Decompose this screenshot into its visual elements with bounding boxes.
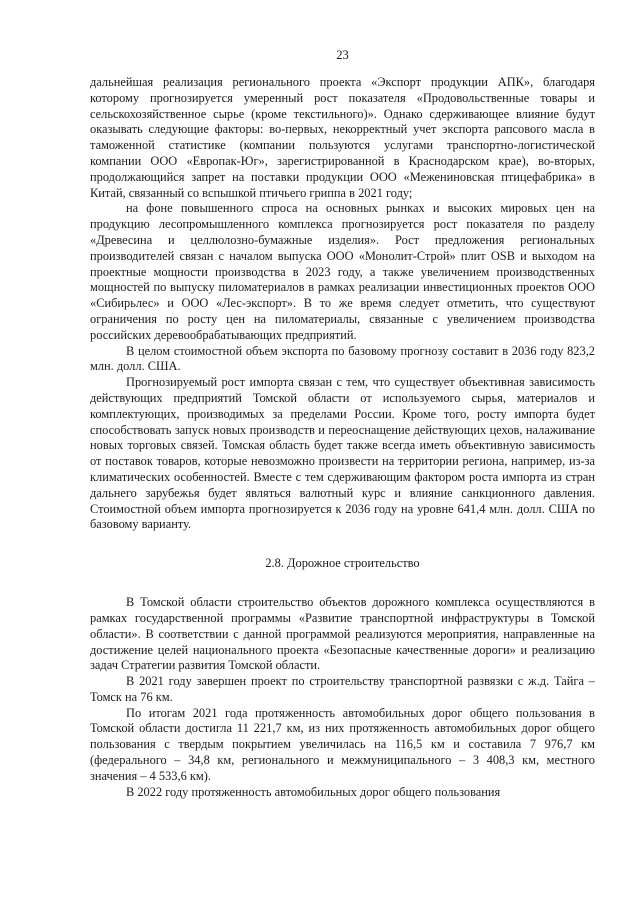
paragraph-export-total: В целом стоимостной объем экспорта по базовому прогнозу составит в 2036 году 823,2 млн. долл. США. <box>90 343 595 374</box>
page-body <box>90 75 595 800</box>
paragraph-road-length-2021: По итогам 2021 года протяженность автомобильных дорог общего пользования в Томской области достигла 11 221,7 км, из них протяженность автомобильных дорог общего пользования с твердым покрытием увеличилась на 116,5 км и составила 7 976,7 км (федерального – 34,8 км, регионального и межмуниципального – 3 408,3 км, местного значения – 4 533,6 км). <box>90 705 595 783</box>
paragraph-road-program: В Томской области строительство объектов дорожного комплекса осуществляются в рамках государственной программы «Развитие транспортной инфраструктуры в Томской области». В соответствии с данной программой реализуются мероприятия, направленные на достижение целей национального проекта «Безопасные качественные дороги» и реализацию задач Стратегии развития Томской области. <box>90 595 595 673</box>
paragraph-apk-export: дальнейшая реализация регионального проекта «Экспорт продукции АПК», благодаря которому прогнозируется умеренный рост показателя «Продовольственные товары и сельскохозяйственное сырье (кроме текстильного)». Однако сдерживающее влияние будут оказывать следующие факторы: во-первых, некорректный учет экспорта рапсового масла в таможенной статистике (компании пользуются услугами транспортно-логистической компании ООО «Европак-Юг», зарегистрированной в Краснодарском крае), во-вторых, продолжающийся запрет на поставки продукции ООО «Межениновская птицефабрика» в Китай, связанный со вспышкой птичьего гриппа в 2021 году; <box>90 75 595 200</box>
section-heading-road-construction: 2.8. Дорожное строительство <box>265 556 420 571</box>
paragraph-timber-industry: на фоне повышенного спроса на основных рынках и высоких мировых цен на продукцию лесопромышленного комплекса прогнозируется рост показателя по разделу «Древесина и целлюлозно-бумажные изделия». Рост предложения региональных производителей связан с началом выпуска ООО «Монолит-Строй» плит OSB и выходом на проектные мощности производства в 2023 году, а также увеличением производственных мощностей по выпуску пиломатериалов в рамках реализации инвестиционных проектов ООО «Сибирьлес» и ООО «Лес-экспорт». В то же время следует отметить, что существуют ограничения по росту цен на пиломатериалы, связанные с увеличением производства российских деревообрабатывающих предприятий. <box>90 201 595 342</box>
paragraph-import-forecast: Прогнозируемый рост импорта связан с тем, что существует объективная зависимость действующих предприятий Томской области от используемого сырья, материалов и комплектующих, производимых за пределами России. Кроме того, росту импорта будет способствовать запуск новых производств и переоснащение действующих цехов, налаживание новых торговых связей. Томская область будет также всегда иметь объективную зависимость от поставок товаров, которые невозможно произвести на территории региона, например, из-за климатических особенностей. Вместе с тем сдерживающим фактором роста импорта из стран дальнего зарубежья будет являться валютный курс и влияние санкционного давления. Стоимостной объем импорта прогнозируется к 2036 году на уровне 641,4 млн. долл. США по базовому варианту. <box>90 375 595 532</box>
paragraph-road-2021-interchange: В 2021 году завершен проект по строительству транспортной развязки с ж.д. Тайга – Томск на 76 км. <box>90 674 595 704</box>
page-number: 23 <box>336 48 349 62</box>
paragraph-road-length-2022: В 2022 году протяженность автомобильных дорог общего пользования <box>126 784 501 799</box>
document-page <box>90 0 595 905</box>
